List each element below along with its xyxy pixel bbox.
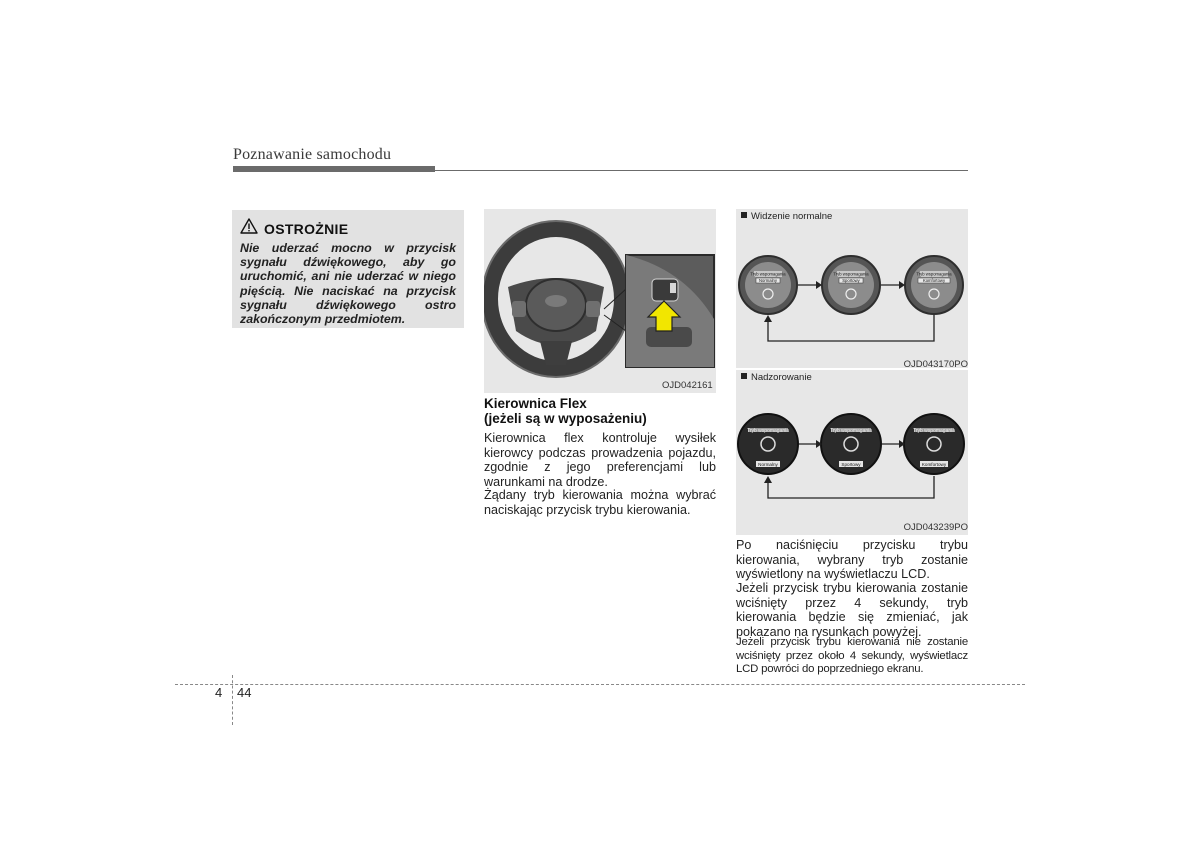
dial-header-text: Tryb wspomagania <box>829 428 873 434</box>
dial-header-text: Tryb wspomagania <box>916 271 952 277</box>
page-chapter: 4 <box>215 685 223 700</box>
dial-normal-2 <box>822 256 880 314</box>
flex-paragraph-1: Kierownica flex kontroluje wysiłek kierowcy podczas prowadzenia pojazdu, zgodnie z jego preferencjami lub warunkami na drodze. <box>484 431 716 489</box>
figure-supervision-code: OJD043239PO <box>903 522 968 533</box>
footer-rule <box>175 684 1025 685</box>
caution-title: OSTROŻNIE <box>264 220 349 237</box>
steering-figure-code: OJD042161 <box>662 380 713 391</box>
dial-normal-3 <box>905 256 963 314</box>
figure-supervision-view <box>736 370 968 535</box>
right-paragraph-2: Jeżeli przycisk trybu kierowania zostanie wciśnięty przez 4 sekundy, tryb kierowania będzie się zmieniać, jak pokazano na rysunkach powyżej. <box>736 581 968 639</box>
caution-box <box>232 210 464 328</box>
figure-normal-view <box>736 209 968 368</box>
dial-header-text: Tryb wspomagania <box>912 428 956 434</box>
dial-mode-text: Sportowy <box>842 278 860 283</box>
dial-mode-text: Komfortowy <box>921 462 947 467</box>
flex-paragraph-2: Żądany tryb kierowania można wybrać naciskając przycisk trybu kierowania. <box>484 488 716 517</box>
steering-wheel-figure <box>484 209 716 393</box>
dial-mode-text: Normalny <box>759 278 777 283</box>
dial-header-text: Tryb wspomagania <box>750 271 786 277</box>
dial-mode-text: Normalny <box>758 462 778 467</box>
figure-normal-label: Widzenie normalne <box>741 211 832 222</box>
warning-triangle-icon <box>240 218 258 239</box>
figure-supervision-label: Nadzorowanie <box>741 372 812 383</box>
dial-header-text: Tryb wspomagania <box>746 428 790 434</box>
flex-title-line2: (jeżeli są w wyposażeniu) <box>484 411 647 426</box>
header-bar <box>233 166 435 172</box>
flex-section-title <box>484 396 716 426</box>
dial-mode-text: Komfortowy <box>922 278 946 283</box>
caution-text: Nie uderzać mocno w przycisk sygnału dźwiękowego, aby go uruchomić, ani nie uderzać w niego pięścią. Nie naciskać na przycisk sygnału dźwiękowego ostro zakończonym przedmiotem. <box>240 241 456 327</box>
dial-normal-1 <box>739 256 797 314</box>
dial-header-text: Tryb wspomagania <box>833 271 869 277</box>
footer-divider <box>232 675 233 725</box>
flex-title-line1: Kierownica Flex <box>484 396 587 411</box>
dial-mode-text: Sportowy <box>841 462 861 467</box>
right-paragraph-1: Po naciśnięciu przycisku trybu kierowania, wybrany tryb zostanie wyświetlony na wyświetlaczu LCD. <box>736 538 968 582</box>
page-number: 44 <box>237 685 252 700</box>
page-header-title: Poznawanie samochodu <box>233 146 392 163</box>
header-rule <box>435 170 968 171</box>
right-paragraph-3: Jeżeli przycisk trybu kierowania nie zostanie wciśnięty przez około 4 sekundy, wyświetlacz LCD powróci do poprzedniego ekranu. <box>736 636 968 676</box>
figure-normal-code: OJD043170PO <box>903 359 968 368</box>
